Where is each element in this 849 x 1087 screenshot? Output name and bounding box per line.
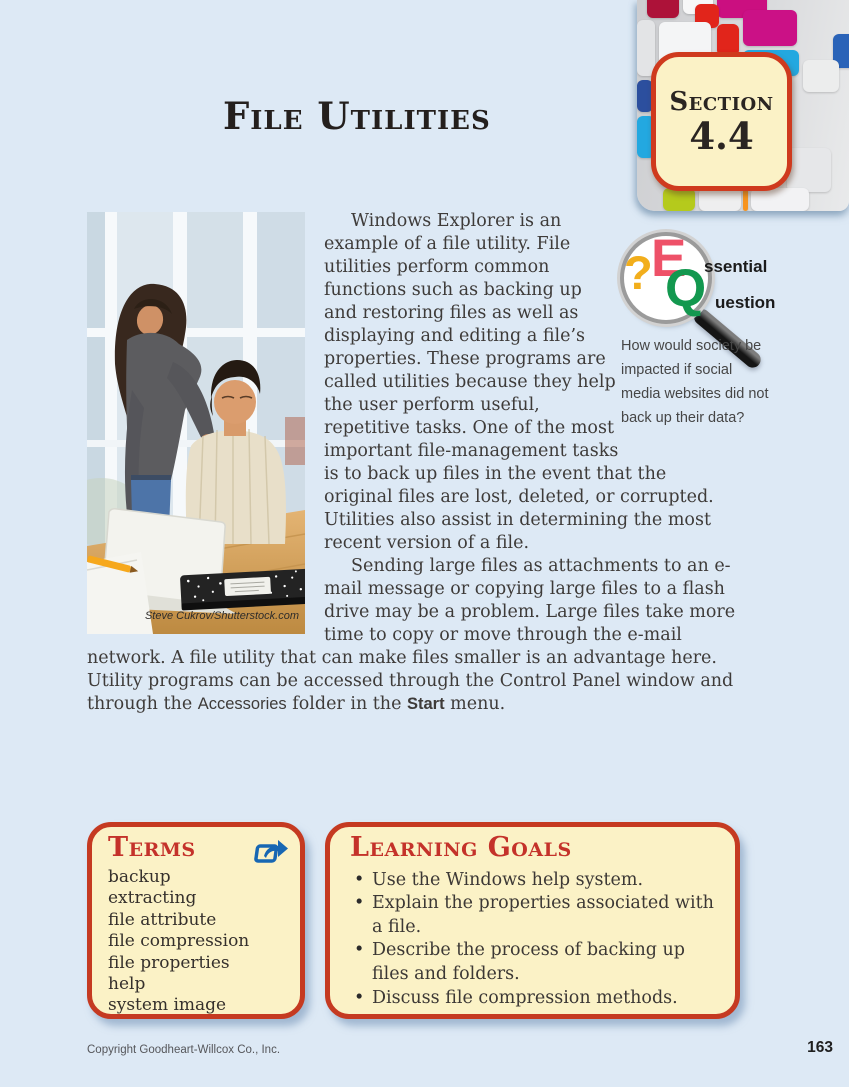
mosaic-tile — [663, 188, 695, 211]
mosaic-tile — [787, 148, 831, 192]
essential-question-art — [620, 229, 792, 458]
mosaic-tile — [637, 20, 655, 76]
learning-goals-list — [350, 869, 717, 1011]
main-content — [87, 210, 776, 716]
paragraph-1-text: Windows Explorer is an example of a file utility. File utilities perform common functions such as backing up and restoring files as well as displaying and editing a file’s properties. These programs are called utilities because they help the user perform useful, repetitive tasks. One of the most important file-management tasks is to back up files in the event that the original files are lost, deleted, or corrupted. Utilities also assist in determining the most recent version of a file. — [324, 211, 714, 553]
goal-item: • Explain the properties associated with a file. — [350, 892, 717, 939]
page-number: 163 — [807, 1039, 833, 1056]
paragraph-2-text: folder in the — [286, 694, 407, 714]
eq-question-mark: ? — [624, 246, 653, 299]
page-title: File Utilities — [223, 94, 491, 138]
copyright-text: Copyright Goodheart-Willcox Co., Inc. — [87, 1044, 281, 1056]
learning-goals-box — [325, 822, 740, 1019]
mosaic-tile — [647, 0, 679, 18]
mosaic-tile — [699, 188, 741, 211]
paragraph-2-text: menu. — [444, 694, 506, 714]
external-link-icon[interactable] — [254, 837, 288, 865]
term-item: file compression — [108, 931, 250, 952]
goal-item: • Use the Windows help system. — [350, 869, 717, 893]
mosaic-tile — [751, 188, 809, 211]
eq-word-essential: ssential — [704, 257, 768, 276]
section-badge — [651, 52, 792, 191]
mosaic-tile — [803, 60, 839, 92]
mosaic-tile — [743, 10, 797, 46]
eq-letter-q: Q — [665, 259, 707, 318]
eq-question-text: How would society be impacted if social media websites did not back up their data? — [621, 338, 769, 426]
goal-item: • Describe the process of backing up files and folders. — [350, 939, 717, 986]
photo — [87, 212, 305, 634]
term-item: file properties — [108, 952, 230, 973]
term-item: help — [108, 974, 146, 995]
essential-question — [620, 210, 776, 458]
photo-credit: Steve Cukrov/Shutterstock.com — [144, 610, 299, 622]
term-item: file attribute — [108, 909, 217, 930]
terms-title: Terms — [108, 832, 196, 863]
goal-item: • Discuss file compression methods. — [350, 987, 717, 1011]
eq-word-question: uestion — [715, 293, 776, 312]
term-item: system image — [108, 995, 227, 1016]
photo-illustration — [87, 212, 305, 634]
terms-list — [108, 867, 288, 1017]
accessories-term: Accessories — [197, 695, 287, 713]
term-item: extracting — [108, 888, 197, 909]
term-item: backup — [108, 867, 171, 887]
mosaic-tile — [743, 188, 748, 211]
paragraph-2-text: Sending large files as attachments to an e-mail message or copying large files to a flash drive may be a problem. Large files take more time to copy or move through the e-mail network. A file utility that can make files smaller is an advantage here. Utility programs can be accessed through the Control Panel window and through the — [87, 556, 736, 714]
eq-letter-e: E — [651, 229, 687, 288]
terms-box — [87, 822, 305, 1019]
section-label: Section — [669, 87, 774, 117]
start-menu-term: Start — [407, 695, 445, 713]
learning-goals-title: Learning Goals — [350, 832, 572, 863]
section-number: 4.4 — [689, 114, 754, 158]
